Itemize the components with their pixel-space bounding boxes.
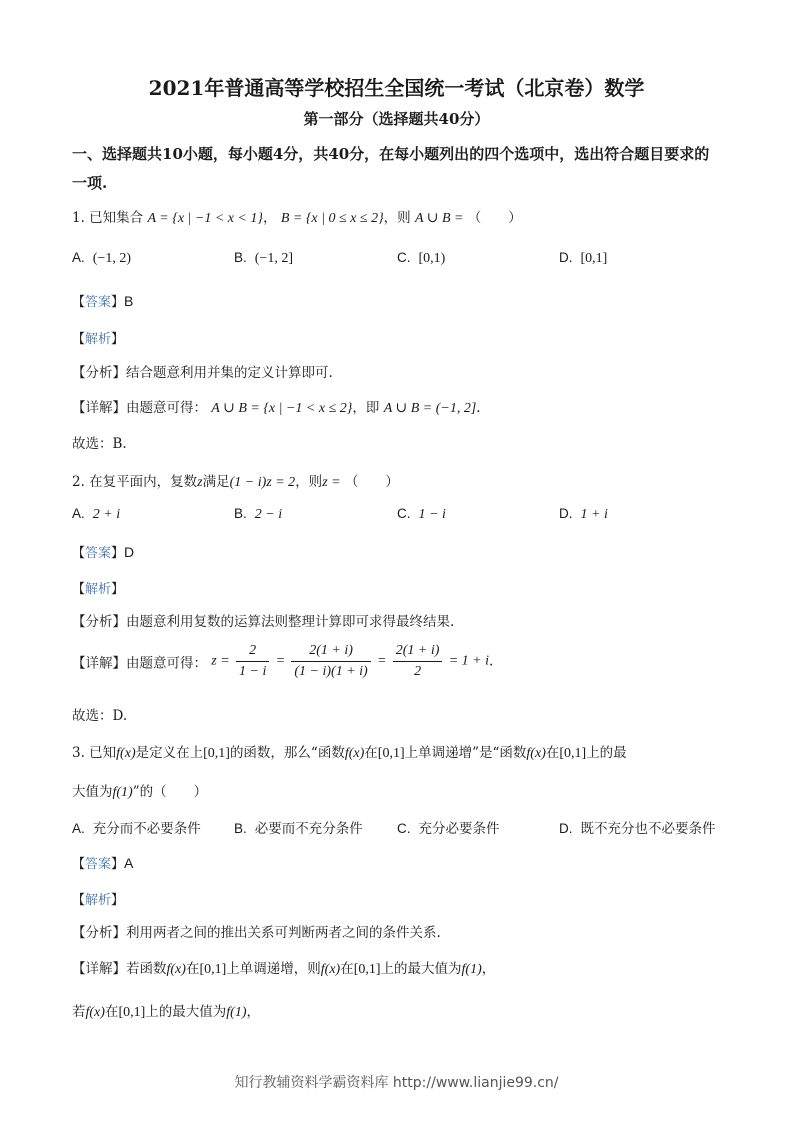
equals-sign: = bbox=[377, 653, 387, 669]
q3-text: ”的（ ） bbox=[132, 784, 208, 800]
q3-text: 在 bbox=[545, 745, 560, 761]
q3-fx: f(x) bbox=[320, 962, 341, 977]
option-text: 2 + i bbox=[92, 507, 121, 522]
q1-set-a: A = {x | −1 < x < 1} bbox=[147, 211, 264, 226]
option-label: D. bbox=[559, 821, 573, 836]
q1-stem-mid: ，则 bbox=[383, 210, 411, 226]
q3-interval: [0,1] bbox=[559, 746, 587, 761]
fraction-numerator: 2(1 + i) bbox=[291, 642, 370, 662]
option-label: C. bbox=[397, 250, 411, 265]
q3-fenxi-text: 利用两者之间的推出关系可判断两者之间的条件关系. bbox=[126, 925, 441, 941]
q3-text: 上的最 bbox=[586, 745, 627, 761]
q3-interval: [0,1] bbox=[353, 962, 381, 977]
q2-conclusion: 故选：D. bbox=[72, 708, 128, 724]
q3-text: 在 bbox=[185, 961, 200, 977]
fraction-denominator: 2 bbox=[414, 664, 422, 679]
q2-option-d bbox=[559, 506, 608, 523]
q1-answer-value: B bbox=[124, 293, 134, 309]
fraction-numerator: 2 bbox=[236, 642, 269, 662]
q2-fenxi: 【分析】由题意利用复数的运算法则整理计算即可求得最终结果. bbox=[72, 614, 455, 630]
q3-f1: f(1) bbox=[112, 785, 133, 800]
option-label: B. bbox=[234, 506, 247, 521]
xiangjie-label: 详解 bbox=[85, 961, 113, 977]
footer-watermark: 知行教辅资料学霸资料库 http://www.lianjie99.cn/ bbox=[234, 1075, 559, 1091]
xiangjie-label: 详解 bbox=[85, 655, 113, 672]
q1-conclusion: 故选：B. bbox=[72, 436, 127, 452]
q3-interval: [0,1] bbox=[377, 746, 405, 761]
q2-stem bbox=[72, 470, 399, 491]
option-text: 充分必要条件 bbox=[418, 821, 500, 837]
q3-answer: 【答案】A bbox=[72, 855, 134, 872]
q2-paren: （ ） bbox=[344, 474, 399, 490]
q1-detail-expr2: A ∪ B = (−1, 2] bbox=[383, 401, 477, 416]
q3-text: 上单调递增，则 bbox=[226, 961, 321, 977]
q2-answer: 【答案】D bbox=[72, 544, 135, 561]
option-label: C. bbox=[397, 506, 411, 521]
q1-detail-expr: A ∪ B = {x | −1 < x ≤ 2} bbox=[211, 401, 353, 416]
option-text: 充分而不必要条件 bbox=[92, 821, 201, 837]
q3-analysis-tag: 【解析】 bbox=[72, 893, 125, 908]
option-label: A. bbox=[72, 250, 85, 265]
q3-fx: f(x) bbox=[526, 746, 546, 761]
fenxi-label: 分析 bbox=[85, 614, 113, 630]
q2-z: z bbox=[197, 475, 203, 490]
q3-text: 在 bbox=[364, 745, 378, 761]
q1-option-c bbox=[397, 250, 445, 267]
option-label: A. bbox=[72, 821, 85, 836]
q3-text: 大值为 bbox=[72, 784, 113, 800]
q3-text: ， bbox=[481, 961, 496, 977]
answer-label: 答案 bbox=[85, 857, 112, 872]
q3-option-d bbox=[559, 817, 716, 837]
q1-option-a bbox=[72, 250, 131, 267]
q2-option-a bbox=[72, 506, 120, 523]
q1-answer: 【答案】B bbox=[72, 293, 134, 310]
q3-fx: f(x) bbox=[344, 746, 365, 761]
option-text: (−1, 2) bbox=[92, 251, 131, 266]
q3-text: 是定义在上 bbox=[135, 745, 204, 761]
fraction-1 bbox=[236, 642, 269, 681]
q3-text: ， bbox=[246, 1004, 260, 1020]
fraction-denominator: 1 − i bbox=[239, 664, 267, 679]
q1-comma: ， bbox=[263, 210, 277, 226]
q1-option-b bbox=[234, 250, 293, 267]
q2-option-b bbox=[234, 506, 282, 523]
option-text: (−1, 2] bbox=[254, 251, 293, 266]
q2-analysis-tag: 【解析】 bbox=[72, 582, 125, 597]
option-label: D. bbox=[559, 250, 573, 265]
q1-fenxi-text: 结合题意利用并集的定义计算即可. bbox=[126, 365, 333, 381]
q1-stem bbox=[72, 206, 522, 227]
q2-tail: = 1 + i bbox=[448, 653, 490, 669]
q3-option-b bbox=[234, 817, 363, 837]
q3-fx: f(x) bbox=[85, 1005, 105, 1020]
q3-fx: f(x) bbox=[166, 962, 186, 977]
section-heading: 一、选择题共10小题，每小题4分，共40分，在每小题列出的四个选项中，选出符合题目要求的一项. bbox=[72, 145, 710, 192]
q3-f1: f(1) bbox=[226, 1005, 247, 1020]
q2-stem-mid: 满足 bbox=[202, 474, 230, 490]
q2-fenxi-text: 由题意利用复数的运算法则整理计算即可求得最终结果. bbox=[126, 614, 455, 630]
fenxi-label: 分析 bbox=[85, 925, 113, 941]
q3-text: 上的最大值为 bbox=[380, 961, 462, 977]
q3-stem-line1 bbox=[72, 741, 627, 762]
option-label: D. bbox=[559, 506, 573, 521]
option-text: 1 − i bbox=[418, 507, 446, 522]
option-text: 1 + i bbox=[580, 507, 608, 522]
q2-expr2: z = bbox=[322, 475, 341, 490]
q1-set-b: B = {x | 0 ≤ x ≤ 2} bbox=[280, 211, 384, 226]
q3-detail-line2 bbox=[72, 1000, 260, 1021]
q3-interval: [0,1] bbox=[203, 746, 230, 761]
q3-text: 若 bbox=[72, 1004, 86, 1020]
analysis-label: 解析 bbox=[85, 332, 112, 347]
fraction-2 bbox=[291, 642, 370, 681]
q1-analysis-tag: 【解析】 bbox=[72, 332, 125, 347]
q3-fx: f(x) bbox=[116, 746, 136, 761]
option-text: 2 − i bbox=[254, 507, 283, 522]
option-text: 必要而不充分条件 bbox=[254, 821, 363, 837]
q2-answer-value: D bbox=[124, 544, 135, 560]
q3-f1: f(1) bbox=[461, 962, 482, 977]
q3-text: 若函数 bbox=[126, 961, 167, 977]
q3-interval: [0,1] bbox=[118, 1005, 146, 1020]
q3-option-c bbox=[397, 817, 500, 837]
q2-detail-prefix: 由题意可得： bbox=[126, 655, 207, 672]
q1-detail-prefix: 由题意可得： bbox=[126, 400, 207, 416]
q2-z-eq: z = bbox=[211, 653, 230, 669]
q3-text: 上的最大值为 bbox=[145, 1004, 227, 1020]
q2-option-c bbox=[397, 506, 446, 523]
xiangjie-label: 详解 bbox=[85, 400, 113, 416]
q3-text: 上单调递增”是“函数 bbox=[404, 745, 527, 761]
q3-interval: [0,1] bbox=[199, 962, 227, 977]
q1-expr: A ∪ B = bbox=[414, 211, 464, 226]
q2-detail: 【详解】由题意可得： z = $\frac{2}{1 - i}$ = $\frac{2(1 + i)}{(1 - i)(1 + i)}$ = $\frac{2(1 + i)}{2}$ = 1 + i. bbox=[72, 643, 494, 679]
fraction-numerator: 2(1 + i) bbox=[393, 642, 443, 662]
fenxi-label: 分析 bbox=[85, 365, 113, 381]
option-text: [0,1] bbox=[580, 251, 608, 266]
fraction-denominator: (1 − i)(1 + i) bbox=[294, 664, 368, 679]
option-label: B. bbox=[234, 250, 247, 265]
q1-fenxi: 【分析】结合题意利用并集的定义计算即可. bbox=[72, 365, 333, 381]
q3-option-a bbox=[72, 817, 201, 837]
q2-stem-prefix: 2. 在复平面内，复数 bbox=[72, 474, 198, 490]
option-text: [0,1) bbox=[418, 251, 446, 266]
option-label: B. bbox=[234, 821, 247, 836]
q2-stem-mid2: ，则 bbox=[295, 474, 323, 490]
analysis-label: 解析 bbox=[85, 582, 112, 597]
part-subtitle: 第一部分（选择题共40分） bbox=[303, 110, 490, 128]
q1-detail-end: . bbox=[476, 400, 481, 416]
option-label: C. bbox=[397, 821, 411, 836]
q3-text: 的函数，那么“函数 bbox=[229, 745, 345, 761]
option-text: 既不充分也不必要条件 bbox=[580, 821, 716, 837]
answer-label: 答案 bbox=[85, 546, 112, 561]
q1-option-d bbox=[559, 250, 607, 267]
q1-detail-mid: ，即 bbox=[352, 400, 380, 416]
q3-fenxi: 【分析】利用两者之间的推出关系可判断两者之间的条件关系. bbox=[72, 925, 441, 941]
q1-detail: 【详解】由题意可得： A ∪ B = {x | −1 < x ≤ 2}，即 A ∪ B = (−1, 2]. bbox=[72, 400, 481, 416]
q3-text: 在 bbox=[104, 1004, 119, 1020]
q1-paren: （ ） bbox=[467, 210, 522, 226]
q3-answer-value: A bbox=[124, 855, 134, 871]
fraction-3 bbox=[393, 642, 443, 681]
answer-label: 答案 bbox=[85, 295, 112, 310]
q2-expr: (1 − i)z = 2 bbox=[229, 475, 296, 490]
q3-text: 3. 已知 bbox=[72, 745, 117, 761]
q3-detail-line1: 【详解】若函数f(x)在[0,1]上单调递增，则f(x)在[0,1]上的最大值为f(1)， bbox=[72, 961, 496, 977]
option-label: A. bbox=[72, 506, 85, 521]
equals-sign: = bbox=[275, 653, 286, 669]
q3-stem-line2 bbox=[72, 780, 207, 801]
q2-end: . bbox=[489, 653, 494, 670]
document-title: 2021年普通高等学校招生全国统一考试（北京卷）数学 bbox=[148, 76, 645, 100]
analysis-label: 解析 bbox=[85, 893, 112, 908]
q1-stem-prefix: 1. 已知集合 bbox=[72, 210, 144, 226]
q3-text: 在 bbox=[340, 961, 354, 977]
